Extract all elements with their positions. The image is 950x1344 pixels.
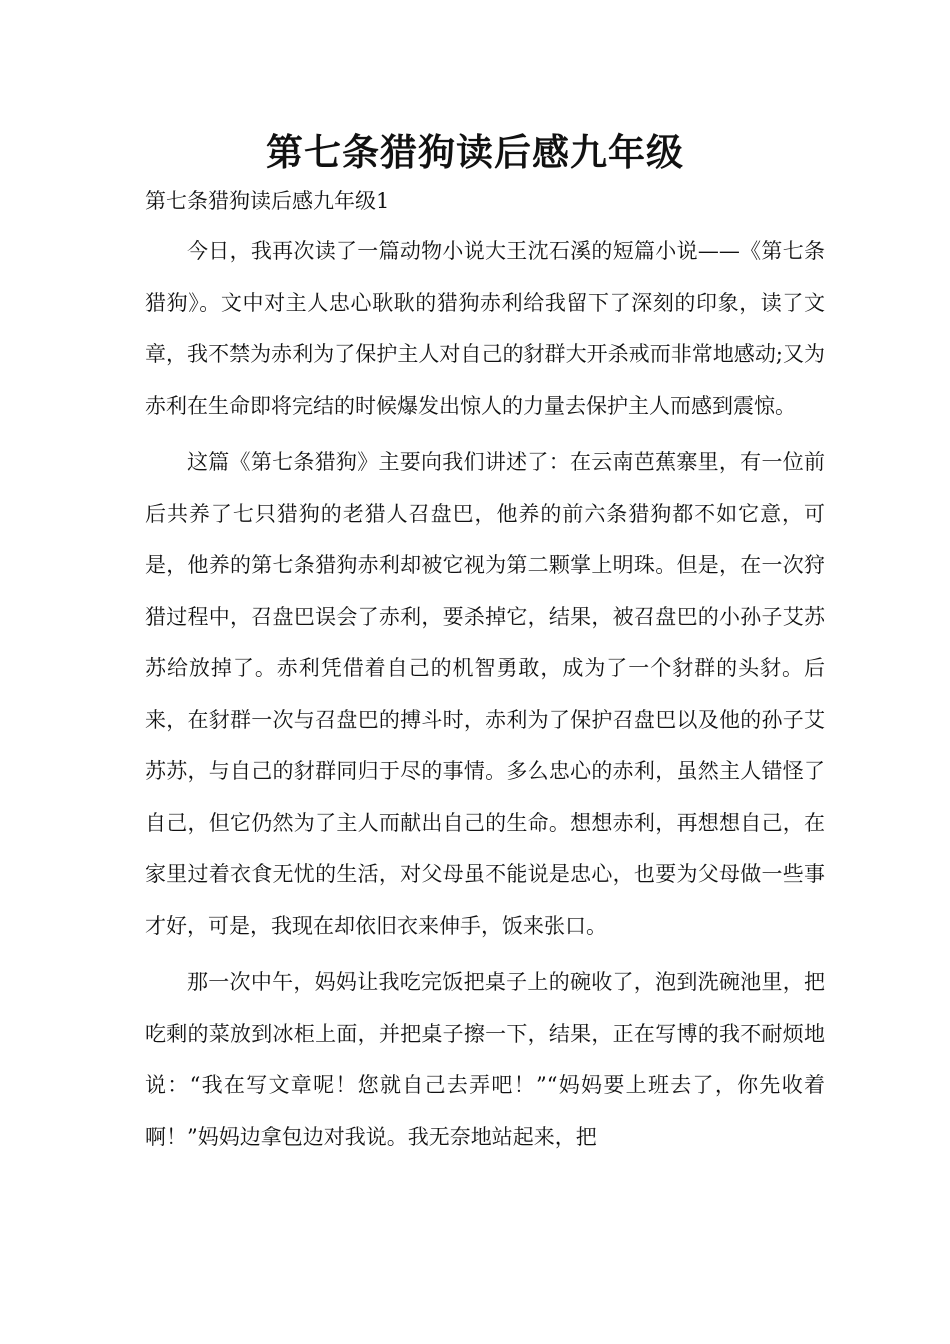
document-title: 第七条猎狗读后感九年级 [266, 131, 684, 174]
document-body [145, 226, 825, 1168]
document-subtitle: 第七条猎狗读后感九年级1 [145, 189, 390, 213]
paragraph-3: 那一次中午，妈妈让我吃完饭把桌子上的碗收了，泡到洗碗池里，把吃剩的菜放到冰柜上面，并把桌子擦一下，结果，正在写博的我不耐烦地说：“我在写文章呢！您就自己去弄吧！”“妈妈要上班去了，你先收着啊！”妈妈边拿包边对我说。我无奈地站起来，把 [145, 970, 825, 1149]
paragraph-1: 今日，我再次读了一篇动物小说大王沈石溪的短篇小说——《第七条猎狗》。文中对主人忠心耿耿的猎狗赤利给我留下了深刻的印象，读了文章，我不禁为赤利为了保护主人对自己的豺群大开杀戒而非常地感动;又为赤利在生命即将完结的时候爆发出惊人的力量去保护主人而感到震惊。 [145, 239, 825, 418]
paragraph-2: 这篇《第七条猎狗》主要向我们讲述了：在云南芭蕉寨里，有一位前后共养了七只猎狗的老猎人召盘巴，他养的前六条猎狗都不如它意，可是，他养的第七条猎狗赤利却被它视为第二颗掌上明珠。但是，在一次狩猎过程中，召盘巴误会了赤利，要杀掉它，结果，被召盘巴的小孙子艾苏苏给放掉了。赤利凭借着自己的机智勇敢，成为了一个豺群的头豺。后来，在豺群一次与召盘巴的搏斗时，赤利为了保护召盘巴以及他的孙子艾苏苏，与自己的豺群同归于尽的事情。多么忠心的赤利，虽然主人错怪了自己，但它仍然为了主人而献出自己的生命。想想赤利，再想想自己，在家里过着衣食无忧的生活，对父母虽不能说是忠心，也要为父母做一些事才好，可是，我现在却依旧衣来伸手，饭来张口。 [145, 450, 825, 938]
